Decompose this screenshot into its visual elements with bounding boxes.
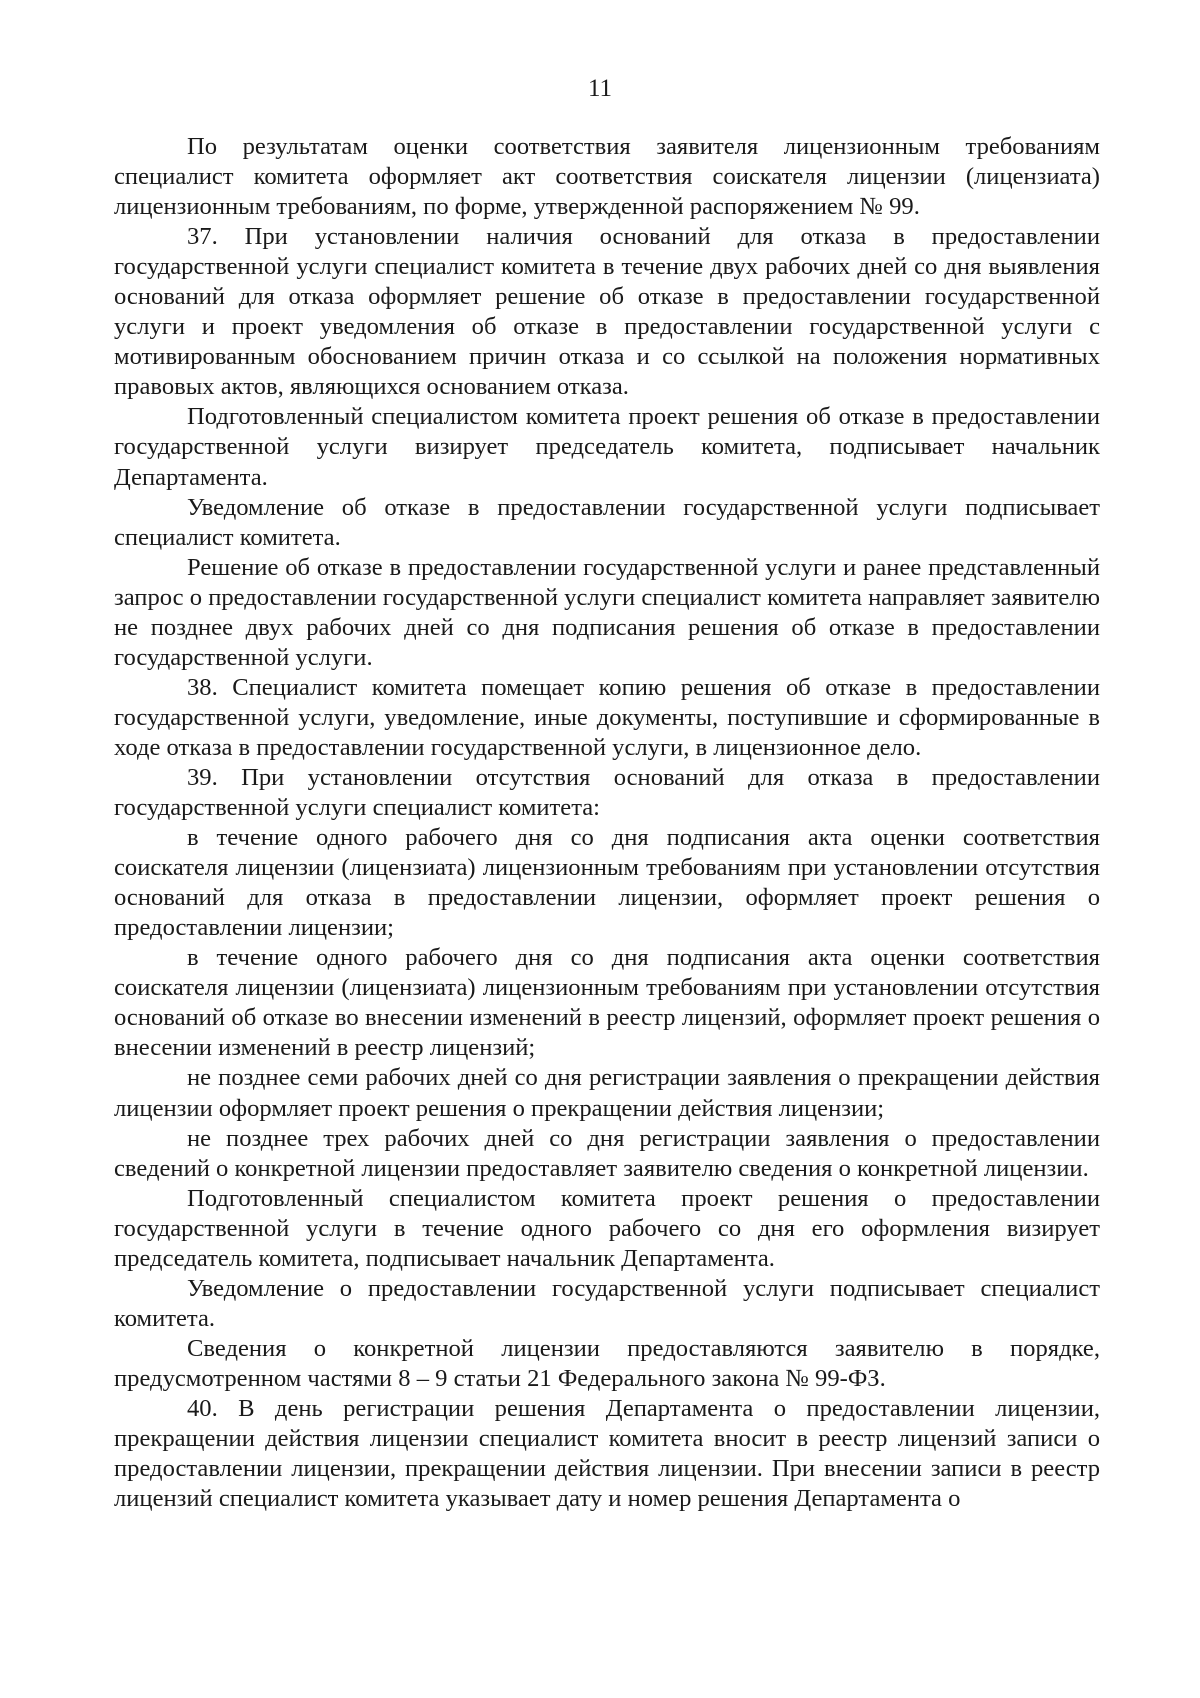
paragraph-assessment-act: По результатам оценки соответствия заявителя лицензионным требованиям специалист комитета оформляет акт соответствия соискателя лицензии (лицензиата) лицензионным требованиям, по форме, утвержденной распоряжением № 99. [114,133,1100,221]
list-item-license-info: не позднее трех рабочих дней со дня регистрации заявления о предоставлении сведений о конкретной лицензии предоставляет заявителю сведения о конкретной лицензии. [114,1124,1100,1182]
paragraph-refusal-sending: Решение об отказе в предоставлении государственной услуги и ранее представленный запрос о предоставлении государственной услуги специалист комитета направляет заявителю не позднее двух рабочих дней со дня подписания решения об отказе в предоставлении государственной услуги. [114,553,1100,671]
list-item-license-termination: не позднее семи рабочих дней со дня регистрации заявления о прекращении действия лицензии оформляет проект решения о прекращении действия лицензии; [114,1064,1100,1122]
paragraph-grant-notice-signing: Уведомление о предоставлении государственной услуги подписывает специалист комитета. [114,1274,1100,1332]
paragraph-39: 39. При установлении отсутствия оснований для отказа в предоставлении государственной услуги специалист комитета: [114,763,1100,822]
paragraph-grant-draft-approval: Подготовленный специалистом комитета проект решения о предоставлении государственной услуги в течение одного рабочего со дня его оформления визирует председатель комитета, подписывает начальник Департамента. [114,1184,1100,1272]
paragraph-38: 38. Специалист комитета помещает копию решения об отказе в предоставлении государственной услуги, уведомление, иные документы, поступившие и сформированные в ходе отказа в предоставлении государственной услуги, в лицензионное дело. [114,673,1100,761]
paragraph-refusal-draft-approval: Подготовленный специалистом комитета проект решения об отказе в предоставлении государственной услуги визирует председатель комитета, подписывает начальник Департамента. [114,403,1100,491]
document-body [114,132,1100,1514]
list-item-registry-changes: в течение одного рабочего дня со дня подписания акта оценки соответствия соискателя лицензии (лицензиата) лицензионным требованиям при установлении отсутствия оснований об отказе во внесении изменений в реестр лицензий, оформляет проект решения о внесении изменений в реестр лицензий; [114,944,1100,1062]
paragraph-40: 40. В день регистрации решения Департамента о предоставлении лицензии, прекращении действия лицензии специалист комитета вносит в реестр лицензий записи о предоставлении лицензии, прекращении действия лицензии. При внесении записи в реестр лицензий специалист комитета указывает дату и номер решения Департамента о [114,1394,1100,1513]
page-number: 11 [587,75,613,102]
paragraph-refusal-notice-signing: Уведомление об отказе в предоставлении государственной услуги подписывает специалист комитета. [114,493,1100,551]
list-item-license-grant: в течение одного рабочего дня со дня подписания акта оценки соответствия соискателя лицензии (лицензиата) лицензионным требованиям при установлении отсутствия оснований для отказа в предоставлении лицензии, оформляет проект решения о предоставлении лицензии; [114,824,1100,942]
paragraph-37: 37. При установлении наличия оснований для отказа в предоставлении государственной услуги специалист комитета в течение двух рабочих дней со дня выявления оснований для отказа оформляет решение об отказе в предоставлении государственной услуги и проект уведомления об отказе в предоставлении государственной услуги с мотивированным обоснованием причин отказа и со ссылкой на положения нормативных правовых актов, являющихся основанием отказа. [114,223,1100,401]
paragraph-license-info-procedure: Сведения о конкретной лицензии предоставляются заявителю в порядке, предусмотренном частями 8 – 9 статьи 21 Федерального закона № 99-ФЗ. [114,1334,1100,1392]
